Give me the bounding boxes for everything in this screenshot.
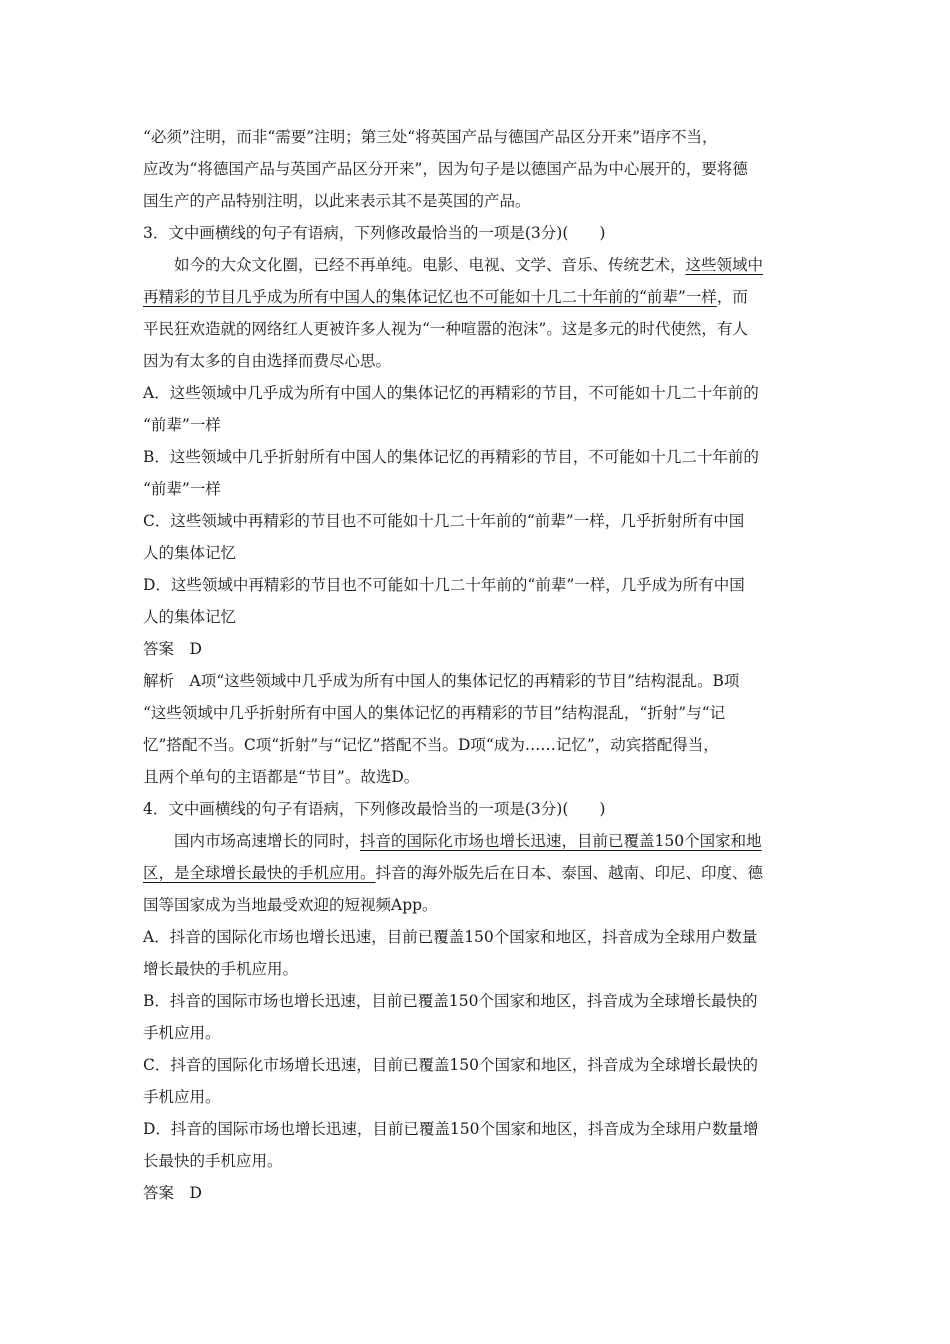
q3-option-b-cont: “前辈”一样 <box>143 480 221 498</box>
q4-underlined-sentence: 抖音的国际化市场也增长迅速，目前已覆盖150个国家和地 <box>360 832 762 850</box>
q4-option-c-cont: 手机应用。 <box>143 1088 221 1106</box>
q3-option-d-cont: 人的集体记忆 <box>143 608 237 626</box>
q4-option-b-cont: 手机应用。 <box>143 1024 221 1042</box>
q4-passage-line-1 <box>174 831 762 851</box>
q4-passage-text: 抖音的海外版先后在日本、泰国、越南、印尼、印度、德 <box>375 864 764 882</box>
q3-underlined-sentence: 再精彩的节目几乎成为所有中国人的集体记忆也不可能如十几二十年前的“前辈”一样 <box>143 288 717 306</box>
q4-passage-text: 国内市场高速增长的同时， <box>174 832 361 850</box>
q3-stem: 3．文中画横线的句子有语病，下列修改最恰当的一项是(3分)( ) <box>143 224 606 242</box>
q3-underlined-sentence: 这些领域中 <box>685 256 764 274</box>
q3-option-d: D．这些领域中再精彩的节目也不可能如十几二十年前的“前辈”一样，几乎成为所有中国 <box>143 576 745 594</box>
q3-option-c-cont: 人的集体记忆 <box>143 544 237 562</box>
q4-passage-line-2 <box>143 863 763 883</box>
q4-underlined-sentence: 区，是全球增长最快的手机应用。 <box>143 864 376 882</box>
q3-passage-line-1 <box>174 255 763 275</box>
q3-passage-text: 如今的大众文化圈，已经不再单纯。电影、电视、文学、音乐、传统艺术， <box>174 256 686 274</box>
q3-analysis-line-1: 解析 A项“这些领域中几乎成为所有中国人的集体记忆的再精彩的节目”结构混乱。B项 <box>143 672 740 690</box>
q3-passage-text: ，而 <box>716 288 748 306</box>
q4-option-c: C．抖音的国际化市场增长迅速，目前已覆盖150个国家和地区，抖音成为全球增长最快的 <box>143 1056 758 1074</box>
q4-answer: 答案 D <box>143 1184 202 1202</box>
q4-passage-line-3: 国等国家成为当地最受欢迎的短视频App。 <box>143 896 438 914</box>
intro-line-2: 应改为“将德国产品与英国产品区分开来”，因为句子是以德国产品为中心展开的，要将德 <box>143 160 748 178</box>
q4-option-a: A．抖音的国际化市场也增长迅速，目前已覆盖150个国家和地区，抖音成为全球用户数量 <box>143 928 758 946</box>
q3-analysis-line-3: 忆”搭配不当。C项“折射”与“记忆”搭配不当。D项“成为……记忆”，动宾搭配得当， <box>143 736 719 754</box>
q3-passage-line-4: 因为有太多的自由选择而费尽心思。 <box>143 352 392 370</box>
q3-analysis-line-2: “这些领域中几乎折射所有中国人的集体记忆的再精彩的节目”结构混乱，“折射”与“记 <box>143 704 726 722</box>
q3-option-b: B．这些领域中几乎折射所有中国人的集体记忆的再精彩的节目，不可能如十几二十年前的 <box>143 448 759 466</box>
q3-answer: 答案 D <box>143 640 202 658</box>
q4-option-d: D．抖音的国际市场也增长迅速，目前已覆盖150个国家和地区，抖音成为全球用户数量增 <box>143 1120 759 1138</box>
q4-stem: 4．文中画横线的句子有语病，下列修改最恰当的一项是(3分)( ) <box>143 800 606 818</box>
q3-option-a-cont: “前辈”一样 <box>143 416 221 434</box>
q4-option-a-cont: 增长最快的手机应用。 <box>143 960 299 978</box>
q3-analysis-line-4: 且两个单句的主语都是“节目”。故选D。 <box>143 768 420 786</box>
q3-option-a: A．这些领域中几乎成为所有中国人的集体记忆的再精彩的节目，不可能如十几二十年前的 <box>143 384 759 402</box>
q4-option-d-cont: 长最快的手机应用。 <box>143 1152 283 1170</box>
q4-option-b: B．抖音的国际市场也增长迅速，目前已覆盖150个国家和地区，抖音成为全球增长最快的 <box>143 992 758 1010</box>
intro-line-1: “必须”注明，而非“需要”注明；第三处“将英国产品与德国产品区分开来”语序不当， <box>143 128 718 146</box>
q3-passage-line-3: 平民狂欢造就的网络红人更被许多人视为“一种喧嚣的泡沫”。这是多元的时代使然，有人 <box>143 320 748 338</box>
q3-option-c: C．这些领域中再精彩的节目也不可能如十几二十年前的“前辈”一样，几乎折射所有中国 <box>143 512 745 530</box>
q3-passage-line-2 <box>143 287 748 307</box>
intro-line-3: 国生产的产品特别注明，以此来表示其不是英国的产品。 <box>143 192 531 210</box>
